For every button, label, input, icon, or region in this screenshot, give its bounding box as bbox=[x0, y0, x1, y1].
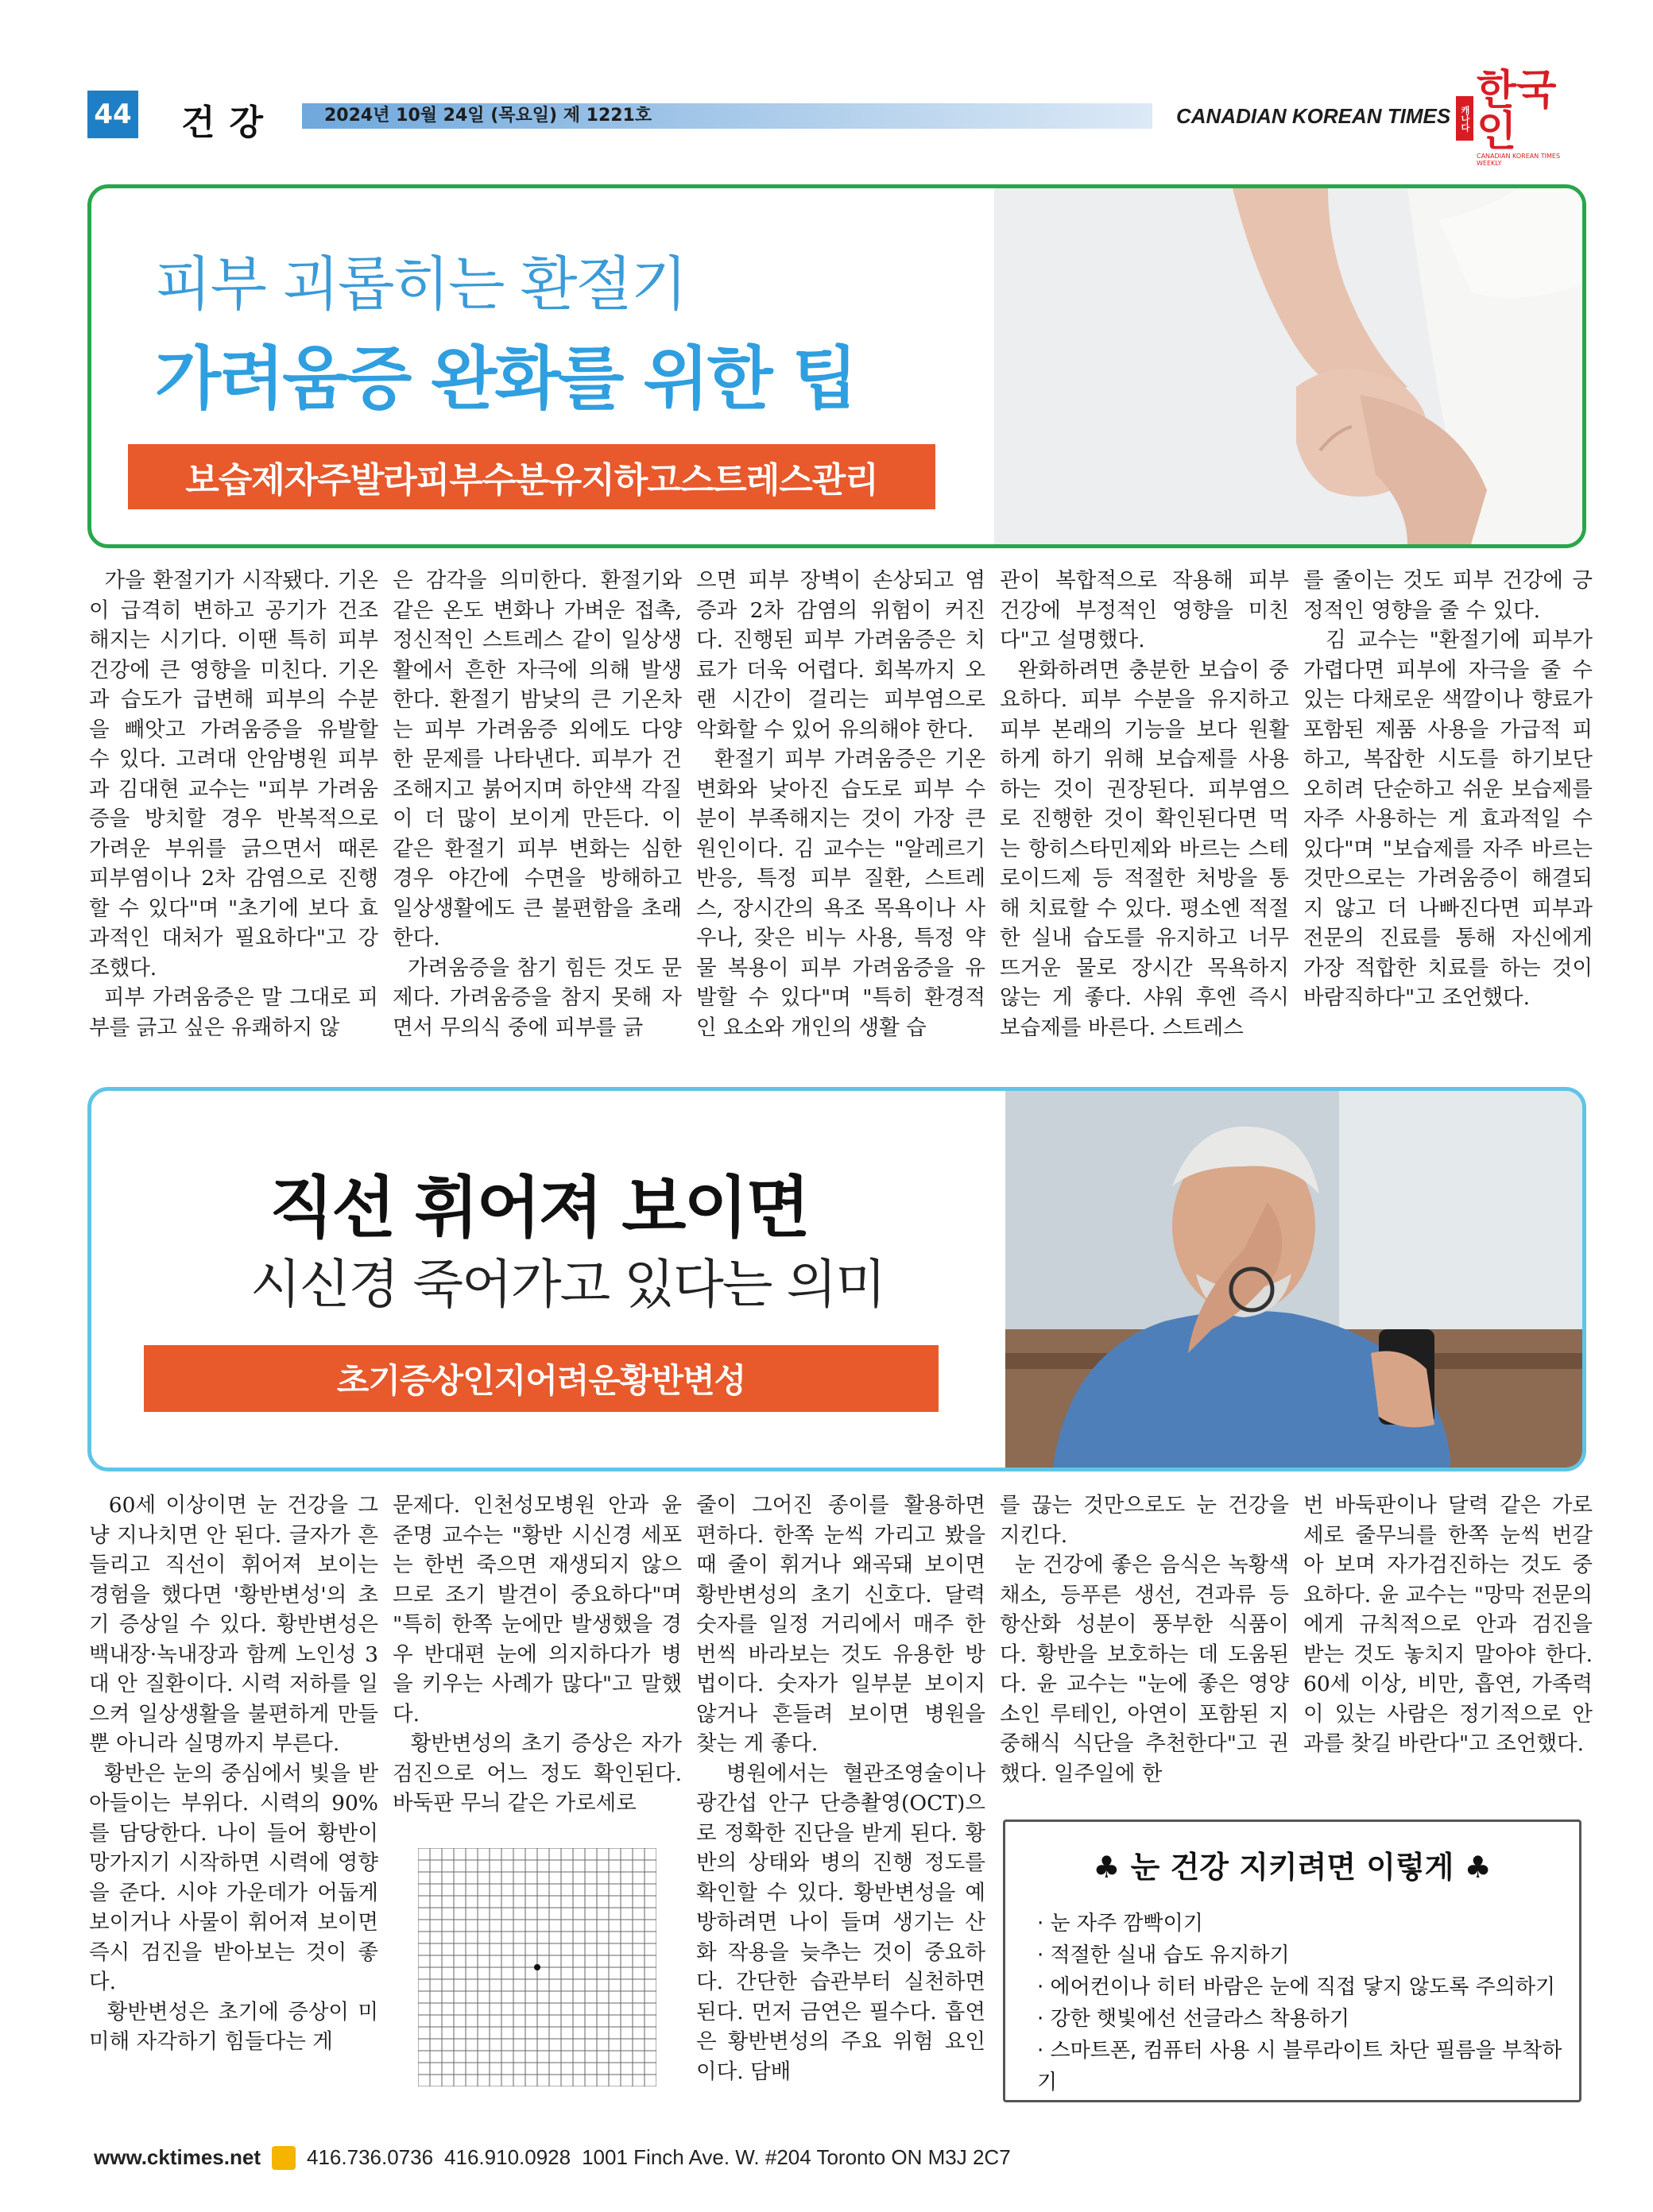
article1-column-5: 를 줄이는 것도 피부 건강에 긍정적인 영향을 줄 수 있다. 김 교수는 "환절기에 피부가 가렵다면 피부에 자극을 줄 수 있는 다채로운 색깔이나 향료가 포함된 제품 사용을 가급적 피하고, 복잡한 시도를 하기보단 오히려 단순하고 쉬운 보습제를 자주 사용하는 게 효과적일 수 있다"며 "보습제를 자주 바르는 것만으로는 가려움증이 해결되지 않고 더 나빠진다면 피부과 전문의 진료를 통해 자신에게 가장 적합한 치료를 하는 것이 바람직하다"고 조언했다. bbox=[1303, 568, 1593, 1010]
tip-box-title: ♣ 눈 건강 지키려면 이렇게 ♣ bbox=[1093, 1850, 1492, 1885]
article1-headline-top: 피부 괴롭히는 환절기 bbox=[155, 250, 687, 319]
grid-center-dot bbox=[534, 1964, 540, 1970]
article2-photo bbox=[1005, 1091, 1582, 1468]
article1-column-4: 관이 복합적으로 작용해 피부 건강에 부정적인 영향을 미친다"고 설명했다. 완화하려면 충분한 보습이 중요하다. 피부 수분을 유지하고 피부 본래의 기능을 보다 원활하게 하기 위해 보습제를 사용하는 것이 권장된다. 피부염으로 진행한 것이 확인된다면 먹는 항히스타민제와 바르는 스테로이드제 등 적절한 처방을 통해 치료할 수 있다. 평소엔 적절한 실내 습도를 유지하고 너무 뜨거운 물로 장시간 목욕하지 않는 게 좋다. 샤워 후엔 즉시 보습제를 바른다. 스트레스 bbox=[1000, 568, 1289, 1040]
article1-headline: 가려움증 완화를 위한 팁 bbox=[155, 339, 856, 419]
logo-subtitle: CANADIAN KOREAN TIMES WEEKLY bbox=[1477, 153, 1561, 167]
article2-column-5: 번 바둑판이나 달력 같은 가로세로 줄무늬를 한쪽 눈씩 번갈아 보며 자가검진하는 것도 중요하다. 윤 교수는 "망막 전문의에게 규칙적으로 안과 검진을 받는 것도 놓치지 말아야 한다. 60세 이상, 비만, 흡연, 가족력이 있는 사람은 정기적으로 안과를 찾길 바란다"고 조언했다. bbox=[1303, 1493, 1600, 1756]
tip-item: · 적절한 실내 습도 유지하기 bbox=[1037, 1943, 1290, 1967]
phone-icon bbox=[272, 2146, 296, 2170]
eye-health-tip-box bbox=[1003, 1819, 1581, 2102]
article2-column-2: 문제다. 인천성모병원 안과 윤준명 교수는 "황반 시신경 세포는 한번 죽으면 재생되지 않으므로 조기 발견이 중요하다"며 "특히 한쪽 눈에만 발생했을 경우 반대편 눈에 의지하다가 병을 키우는 사례가 많다"고 말했다. 황반변성의 초기 증상은 자가검진으로 어느 정도 확인된다. 바둑판 무늬 같은 가로세로 bbox=[393, 1493, 682, 1816]
article2-column-4: 를 끊는 것만으로도 눈 건강을 지킨다. 눈 건강에 좋은 음식은 녹황색 채소, 등푸른 생선, 견과류 등 항산화 성분이 풍부한 식품이다. 황반을 보호하는 데 도움된다. 윤 교수는 "눈에 좋은 영양소인 루테인, 아연이 포함된 지중해식 식단을 추천한다"고 권했다. 일주일에 한 bbox=[1000, 1493, 1289, 1786]
tip-item: · 눈 자주 깜빡이기 bbox=[1037, 1912, 1203, 1936]
address: 1001 Finch Ave. W. #204 Toronto ON M3J 2C7 bbox=[582, 2145, 1011, 2169]
article2-subhead: 초기증상인지어려운황반변성 bbox=[144, 1345, 939, 1412]
article2-column-1: 60세 이상이면 눈 건강을 그냥 지나치면 안 된다. 글자가 흔들리고 직선이 휘어져 보이는 경험을 했다면 '황반변성'의 초기 증상일 수 있다. 황반변성은 백내장·녹내장과 함께 노인성 3대 안 질환이다. 시력 저하를 일으켜 일상생활을 불편하게 만들 뿐 아니라 실명까지 부른다. 황반은 눈의 중심에서 빛을 받아들이는 부위다. 시력의 90%를 담당한다. 나이 들어 황반이 망가지기 시작하면 시력에 영향을 준다. 시야 가운데가 어둡게 보이거나 사물이 휘어져 보이면 즉시 검진을 받아보는 것이 좋다. 황반변성은 초기에 증상이 미미해 자각하기 힘들다는 게 bbox=[89, 1493, 378, 2054]
issue-date: 2024년 10월 24일 (목요일) 제 1221호 bbox=[324, 106, 652, 126]
logo-side-label: 캐나다 bbox=[1456, 96, 1473, 141]
article2-banner bbox=[87, 1087, 1586, 1471]
footer bbox=[94, 2145, 1011, 2170]
page-number: 44 bbox=[87, 91, 138, 138]
tip-list bbox=[1037, 1908, 1579, 2098]
article2-column-3: 줄이 그어진 종이를 활용하면 편하다. 한쪽 눈씩 가리고 봤을 때 줄이 휘거나 왜곡돼 보이면 황반변성의 초기 신호다. 달력 숫자를 일정 거리에서 매주 한 번씩 바라보는 것도 유용한 방법이다. 숫자가 일부분 보이지 않거나 흔들려 보이면 병원을 찾는 게 좋다. 병원에서는 혈관조영술이나 광간섭 안구 단층촬영(OCT)으로 정확한 진단을 받게 된다. 황반의 상태와 병의 진행 정도를 확인할 수 있다. 황반변성을 예방하려면 나이 들며 생기는 산화 작용을 늦추는 것이 중요하다. 간단한 습관부터 실천하면 된다. 먼저 금연은 필수다. 흡연은 황반변성의 주요 위험 요인이다. 담배 bbox=[696, 1493, 985, 2084]
article1-column-3: 으면 피부 장벽이 손상되고 염증과 2차 감염의 위험이 커진다. 진행된 피부 가려움증은 치료가 더욱 어렵다. 회복까지 오랜 시간이 걸리는 피부염으로 악화할 수 있어 유의해야 한다. 환절기 피부 가려움증은 기온 변화와 낮아진 습도로 피부 수분이 부족해지는 것이 가장 큰 원인이다. 김 교수는 "알레르기 반응, 특정 피부 질환, 스트레스, 장시간의 욕조 목욕이나 사우나, 잦은 비누 사용, 특정 약물 복용이 피부 가려움증을 유발할 수 있다"며 "특히 환경적인 요소와 개인의 생활 습 bbox=[696, 568, 985, 1040]
article1-subhead: 보습제자주발라피부수분유지하고스트레스관리 bbox=[128, 444, 935, 509]
article1-photo bbox=[994, 188, 1582, 544]
article2-headline-sub: 시신경 죽어가고 있다는 의미 bbox=[250, 1254, 885, 1315]
tip-item: · 강한 햇빛에선 선글라스 착용하기 bbox=[1037, 2007, 1349, 2031]
logo-title: 한국인 bbox=[1477, 67, 1557, 156]
website-link[interactable]: www.cktimes.net bbox=[94, 2145, 261, 2169]
man-rubbing-eye-illustration bbox=[1005, 1091, 1582, 1468]
paper-name: CANADIAN KOREAN TIMES bbox=[1176, 104, 1451, 128]
article1-banner bbox=[87, 184, 1586, 548]
article2-headline: 직선 휘어져 보이면 bbox=[269, 1169, 808, 1247]
article1-column-2: 은 감각을 의미한다. 환절기와 같은 온도 변화나 가벼운 접촉, 정신적인 스트레스 같이 일상생활에서 흔한 자극에 의해 발생한다. 환절기 밤낮의 큰 기온차는 피부 가려움증 외에도 다양한 문제를 나타낸다. 피부가 건조해지고 붉어지며 하얀색 각질이 더 많이 보이게 만든다. 이 같은 환절기 피부 변화는 심한 경우 야간에 수면을 방해하고 일상생활에도 큰 불편함을 초래한다. 가려움증을 참기 힘든 것도 문제다. 가려움증을 참지 못해 자면서 무의식 중에 피부를 긁 bbox=[393, 568, 682, 1040]
phone-number-1: 416.736.0736 bbox=[307, 2145, 434, 2169]
logo-main bbox=[1477, 67, 1583, 167]
article1-column-1: 가을 환절기가 시작됐다. 기온이 급격히 변하고 공기가 건조해지는 시기다. 이땐 특히 피부 건강에 큰 영향을 미친다. 기온과 습도가 급변해 피부의 수분을 빼앗고 가려움증을 유발할 수 있다. 고려대 안암병원 피부과 김대현 교수는 "피부 가려움증을 방치할 경우 반복적으로 가려운 부위를 긁으면서 때론 피부염이나 2차 감염으로 진행할 수 있다"며 "초기에 보다 효과적인 대처가 필요하다"고 강조했다. 피부 가려움증은 말 그대로 피부를 긁고 싶은 유쾌하지 않 bbox=[89, 568, 378, 1040]
section-title: 건강 bbox=[181, 102, 278, 143]
tip-item: · 스마트폰, 컴퓨터 사용 시 블루라이트 차단 필름을 부착하기 bbox=[1037, 2039, 1562, 2094]
newspaper-logo bbox=[1456, 67, 1583, 167]
tip-item: · 에어컨이나 히터 바람은 눈에 직접 닿지 않도록 주의하기 bbox=[1037, 1975, 1556, 1999]
phone-number-2: 416.910.0928 bbox=[444, 2145, 571, 2169]
amsler-grid bbox=[418, 1848, 656, 2086]
arm-scratching-illustration bbox=[994, 188, 1582, 544]
